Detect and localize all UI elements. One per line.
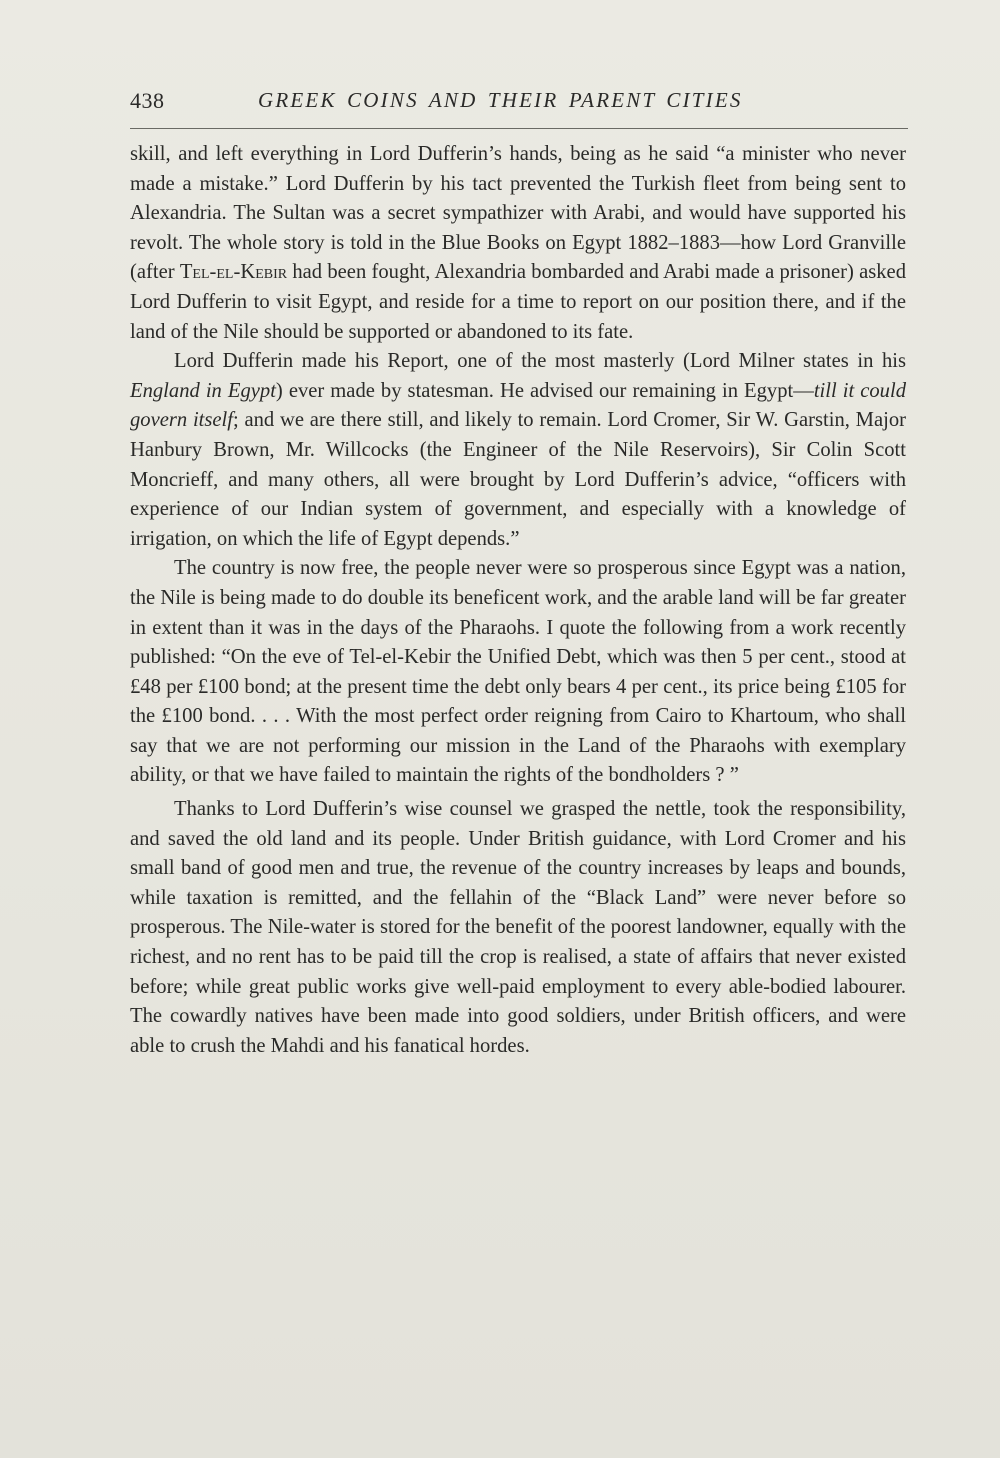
paragraph-2-text-b: ) ever made by statesman. He advised our remaining in Egypt— bbox=[275, 379, 814, 402]
paragraph-2-italic-a: England in Egypt bbox=[130, 379, 276, 402]
paragraph-1-text-a: skill, and left everything in Lord Dufferin’s hands, being as he said “a minister who never made a mistake.” Lord Dufferin by his tact prevented the Turkish fleet from being sent to Alexandria. The Sultan was a secret sympathizer with Arabi, and would have supported his revolt. The whole story is told in the Blue Books on Egypt 1882–1883—how Lord Granville (after bbox=[130, 143, 906, 284]
paragraph-3: The country is now free, the people never were so prosperous since Egypt was a nation, the Nile is being made to do double its beneficent work, and the arable land will be far greater in extent than it was in the days of the Pharaohs. I quote the following from a work recently published: “On the eve of Tel-el-Kebir the Unified Debt, which was then 5 per cent., stood at £48 per £100 bond; at the present time the debt only bears 4 per cent., its price being £105 for the £100 bond. . . . With the most perfect order reigning from Cairo to Khartoum, who shall say that we are not performing our mission in the Land of the Pharaohs with exemplary ability, or that we have failed to maintain the rights of the bondholders ? ” bbox=[130, 557, 906, 787]
running-title: GREEK COINS AND THEIR PARENT CITIES bbox=[258, 88, 743, 112]
paragraph-1-text-b: had been fought, Alexandria bombarded and Arabi made a prisoner) asked Lord Dufferin to visit Egypt, and reside for a time to report on our position there, and if the land of the Nile should be supported or abandoned to its fate. bbox=[130, 261, 906, 343]
paragraph-2-italic-b: till it could govern itself bbox=[130, 379, 906, 432]
paragraph-2-text-a: Lord Dufferin made his Report, one of the most masterly (Lord Milner states in his bbox=[174, 350, 906, 373]
paragraph-1 bbox=[130, 140, 906, 347]
paragraph-1-smallcaps: Tel-el-Kebir bbox=[179, 261, 288, 284]
paragraph-4: Thanks to Lord Dufferin’s wise counsel we grasped the nettle, took the responsibility, and saved the old land and its people. Under British guidance, with Lord Cromer and his small band of good men and true, the revenue of the country increases by leaps and bounds, while taxation is remitted, and the fellahin of the “Black Land” were never before so prosperous. The Nile-water is stored for the benefit of the poorest landowner, equally with the richest, and no rent has to be paid till the crop is realised, a state of affairs that never existed before; while great public works give well-paid employment to every able-bodied labourer. The cowardly natives have been made into good soldiers, under British officers, and were able to crush the Mahdi and his fanatical hordes. bbox=[130, 798, 906, 1057]
running-head bbox=[130, 88, 910, 120]
header-rule bbox=[130, 128, 908, 129]
page-number: 438 bbox=[130, 88, 165, 113]
paragraph-2 bbox=[130, 347, 906, 554]
paragraph-2-text-c: ; and we are there still, and likely to remain. Lord Cromer, Sir W. Garstin, Major Hanbury Brown, Mr. Willcocks (the Engineer of the Nile Reservoirs), Sir Colin Scott Moncrieff, and many others, all were brought by Lord Dufferin’s advice, “officers with experience of our Indian system of government, and especially with a knowledge of irrigation, on which the life of Egypt depends.” bbox=[130, 409, 906, 550]
body-text bbox=[130, 140, 906, 1061]
